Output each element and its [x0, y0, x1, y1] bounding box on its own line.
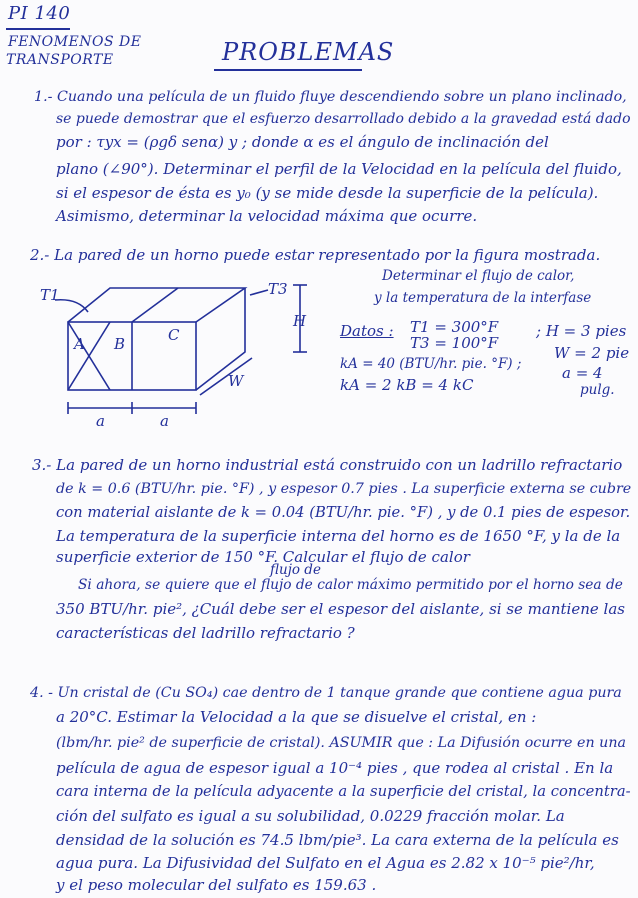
p2-line-2: Determinar el flujo de calor,: [382, 268, 575, 284]
course-name-line1: FENOMENOS DE: [8, 34, 142, 50]
p4-line-9: y el peso molecular del sulfato es 159.63 .: [56, 876, 377, 894]
p3-line-1: 3.- La pared de un horno industrial está construido con un ladrillo refractario: [32, 456, 623, 474]
p2-data-w: W = 2 pie: [554, 344, 630, 362]
p3-line-4: La temperatura de la superficie interna del horno es de 1650 °F, y la de la: [56, 527, 621, 545]
fig-t1-label: T1: [40, 286, 60, 304]
p3-line-5: superficie exterior de 150 °F. Calcular el flujo de calor: [56, 548, 470, 566]
p2-data-t3: T3 = 100°F: [410, 334, 499, 352]
p3-line-7: 350 BTU/hr. pie², ¿Cuál debe ser el espesor del aislante, si se mantiene las: [56, 600, 625, 618]
fig-t3-label: T3: [268, 280, 288, 298]
course-name-line2: TRANSPORTE: [6, 52, 114, 68]
p4-line-7: densidad de la solución es 74.5 lbm/pie³. La cara externa de la película es: [56, 831, 619, 849]
fig-h-label: H: [293, 312, 307, 330]
p3-line-8: características del ladrillo refractario ?: [56, 624, 355, 642]
fig-c-label: C: [168, 326, 180, 344]
p1-line-4: plano (∠90°). Determinar el perfil de la Velocidad en la película del fluido,: [56, 160, 622, 178]
p2-data-h: ; H = 3 pies: [536, 322, 627, 340]
p2-data-a-unit: pulg.: [580, 382, 615, 398]
p4-line-6: ción del sulfato es igual a su solubilidad, 0.0229 fracción molar. La: [56, 807, 565, 825]
p4-line-1: 4. - Un cristal de (Cu SO₄) cae dentro de 1 tanque grande que contiene agua pura: [30, 685, 622, 701]
top-face: [68, 288, 245, 322]
p3-line-6: Si ahora, se quiere que el flujo de calor máximo permitido por el horno sea de: [78, 577, 623, 593]
p2-data-a: a = 4: [562, 364, 603, 382]
p1-line-2: se puede demostrar que el esfuerzo desarrollado debido a la gravedad está dado: [56, 111, 631, 127]
p4-line-4: película de agua de espesor igual a 10⁻⁴ pies , que rodea al cristal . En la: [56, 759, 614, 777]
fig-w-label: W: [228, 372, 244, 390]
p2-data-ka: kA = 40 (BTU/hr. pie. °F) ;: [340, 356, 522, 372]
course-code: PI 140: [8, 3, 71, 24]
p2-data-ka-rel: kA = 2 kB = 4 kC: [340, 376, 474, 394]
p4-line-8: agua pura. La Difusividad del Sulfato en el Agua es 2.82 x 10⁻⁵ pie²/hr,: [56, 854, 595, 872]
p4-line-5: cara interna de la película adyacente a la superficie del cristal, la concentra-: [56, 783, 631, 800]
p3-line-3: con material aislante de k = 0.04 (BTU/hr. pie. °F) , y de 0.1 pies de espesor.: [56, 504, 631, 521]
p3-line-2: de k = 0.6 (BTU/hr. pie. °F) , y espesor 0.7 pies . La superficie externa se cubre: [56, 481, 632, 497]
t3-arrow: [250, 290, 268, 295]
p2-line-3: y la temperatura de la interfase: [374, 290, 592, 306]
fig-dim-a1: a: [96, 412, 105, 430]
page-title: PROBLEMAS: [222, 38, 395, 66]
w-dimension-line: [200, 358, 252, 395]
p2-line-1: 2.- La pared de un horno puede estar representado por la figura mostrada.: [30, 246, 601, 264]
interface-line-top: [132, 288, 178, 322]
p2-data-label: Datos :: [340, 322, 394, 340]
p4-line-2: a 20°C. Estimar la Velocidad a la que se disuelve el cristal, en :: [56, 708, 537, 726]
fig-dim-a2: a: [160, 412, 169, 430]
p1-line-5: si el espesor de ésta es y₀ (y se mide desde la superficie de la película).: [56, 184, 599, 202]
fig-a-label: A: [74, 335, 85, 353]
p4-line-3: (lbm/hr. pie² de superficie de cristal). ASUMIR que : La Difusión ocurre en una: [56, 735, 627, 751]
p1-line-6: Asimismo, determinar la velocidad máxima que ocurre.: [56, 207, 478, 225]
fig-b-label: B: [114, 335, 126, 353]
p1-line-3: por : τyx = (ρgδ senα) y ; donde α es el ángulo de inclinación del: [56, 133, 549, 151]
p3-insert: flujo de: [270, 562, 321, 578]
p1-line-1: 1.- Cuando una película de un fluido fluye descendiendo sobre un plano inclinado,: [34, 89, 627, 105]
p2-data-t1: T1 = 300°F: [410, 318, 499, 336]
